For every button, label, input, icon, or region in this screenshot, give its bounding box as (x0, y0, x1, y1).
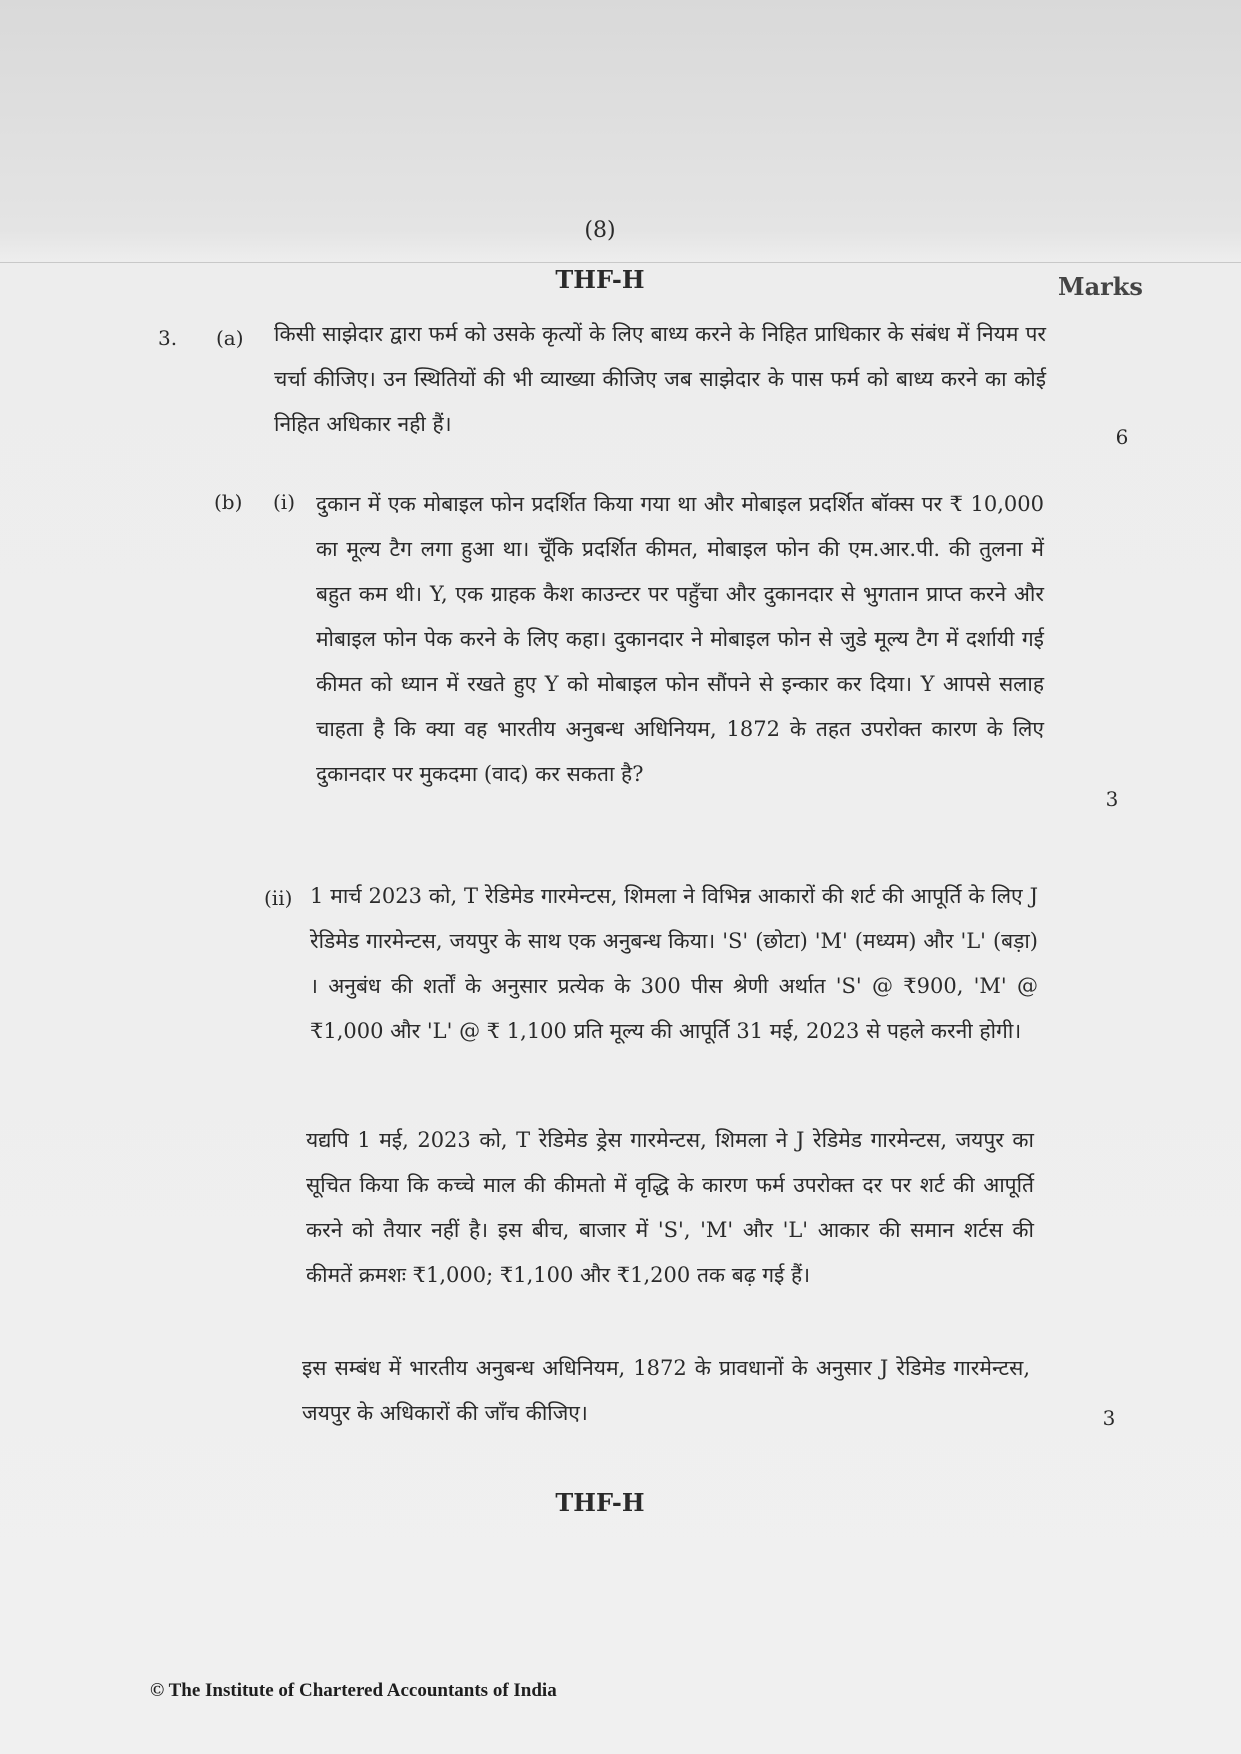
paper-code-top: THF-H (555, 265, 645, 294)
header-divider (0, 262, 1241, 263)
part-b-ii-text-3: इस सम्बंध में भारतीय अनुबन्ध अधिनियम, 1872 के प्रावधानों के अनुसार J रेडिमेड गारमेन्टस, जयपुर के अधिकारों की जाँच कीजिए। (302, 1356, 1030, 1425)
part-a-label: (a) (216, 326, 244, 350)
part-b-i-text: दुकान में एक मोबाइल फोन प्रदर्शित किया गया था और मोबाइल प्रदर्शित बॉक्स पर ₹ 10,000 का मूल्य टैग लगा हुआ था। चूँकि प्रदर्शित कीमत, मोबाइल फोन की एम.आर.पी. की तुलना में बहुत कम थी। Y, एक ग्राहक कैश काउन्टर पर पहुँचा और दुकानदार से भुगतान प्राप्त करने और मोबाइल फोन पेक करने के लिए कहा। दुकानदार ने मोबाइल फोन से जुडे मूल्य टैग में दर्शायी गई कीमत को ध्यान में रखते हुए Y को मोबाइल फोन सौंपने से इन्कार कर दिया। Y आपसे सलाह चाहता है कि क्या वह भारतीय अनुबन्ध अधिनियम, 1872 के तहत उपरोक्त कारण के लिए दुकानदार पर मुकदमा (वाद) कर सकता है? (316, 492, 1044, 786)
part-a-marks: 6 (1115, 425, 1129, 449)
part-b-i-marks: 3 (1105, 787, 1119, 811)
page-number: (8) (584, 218, 616, 243)
question-number: 3. (158, 326, 178, 350)
part-b-ii-text-2: यद्यपि 1 मई, 2023 को, T रेडिमेड ड्रेस गारमेन्टस, शिमला ने J रेडिमेड गारमेन्टस, जयपुर का सूचित किया कि कच्चे माल की कीमतो में वृद्धि के कारण फर्म उपरोक्त दर पर शर्ट की आपूर्ति करने को तैयार नहीं है। इस बीच, बाजार में 'S', 'M' और 'L' आकार की समान शर्टस की कीमतें क्रमशः ₹1,000; ₹1,100 और ₹1,200 तक बढ़ गई हैं। (306, 1128, 1034, 1287)
part-b-ii-marks: 3 (1102, 1406, 1116, 1430)
part-b-ii-text-1: 1 मार्च 2023 को, T रेडिमेड गारमेन्टस, शिमला ने विभिन्न आकारों की शर्ट की आपूर्ति के लिए J रेडिमेड गारमेन्टस, जयपुर के साथ एक अनुबन्ध किया। 'S' (छोटा) 'M' (मध्यम) और 'L' (बड़ा) । अनुबंध की शर्तों के अनुसार प्रत्येक के 300 पीस श्रेणी अर्थात 'S' @ ₹900, 'M' @ ₹1,000 और 'L' @ ₹ 1,100 प्रति मूल्य की आपूर्ति 31 मई, 2023 से पहले करनी होगी। (310, 884, 1038, 1043)
part-a-text: किसी साझेदार द्वारा फर्म को उसके कृत्यों के लिए बाध्य करने के निहित प्राधिकार के संबंध में नियम पर चर्चा कीजिए। उन स्थितियों की भी व्याख्या कीजिए जब साझेदार के पास फर्म को बाध्य करने का कोई निहित अधिकार नही हैं। (274, 322, 1046, 436)
copyright-notice: © The Institute of Chartered Accountants of India (150, 1680, 557, 1701)
part-b-label: (b) (214, 490, 243, 514)
marks-heading: Marks (1058, 272, 1143, 301)
paper-code-bottom: THF-H (555, 1488, 645, 1517)
part-b-ii-label: (ii) (264, 886, 293, 910)
part-b-i-label: (i) (273, 490, 296, 514)
